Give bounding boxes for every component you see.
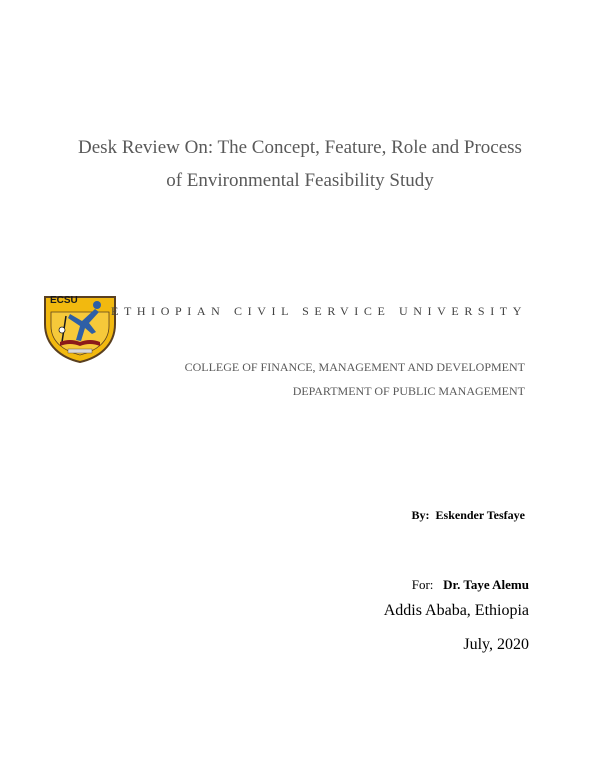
- department-name: DEPARTMENT OF PUBLIC MANAGEMENT: [292, 384, 525, 398]
- university-name: ETHIOPIAN CIVIL SERVICE UNIVERSITY: [111, 304, 527, 318]
- ecsu-emblem-icon: [42, 294, 118, 364]
- author-name: Eskender Tesfaye: [435, 508, 525, 522]
- document-title-line-2: of Environmental Feasibility Study: [166, 170, 434, 191]
- date: July, 2020: [463, 636, 529, 653]
- author-line: [412, 508, 525, 523]
- location: Addis Ababa, Ethiopia: [383, 602, 529, 619]
- college-name: COLLEGE OF FINANCE, MANAGEMENT AND DEVELOPMENT: [184, 360, 525, 374]
- author-prefix: By:: [411, 508, 430, 522]
- advisor-name: Dr. Taye Alemu: [443, 577, 529, 592]
- submitted-for-prefix: For:: [411, 577, 434, 592]
- logo-text: ECSU: [50, 295, 78, 306]
- document-title-line-1: Desk Review On: The Concept, Feature, Role and Process: [78, 137, 522, 158]
- submitted-for-line: [412, 577, 529, 593]
